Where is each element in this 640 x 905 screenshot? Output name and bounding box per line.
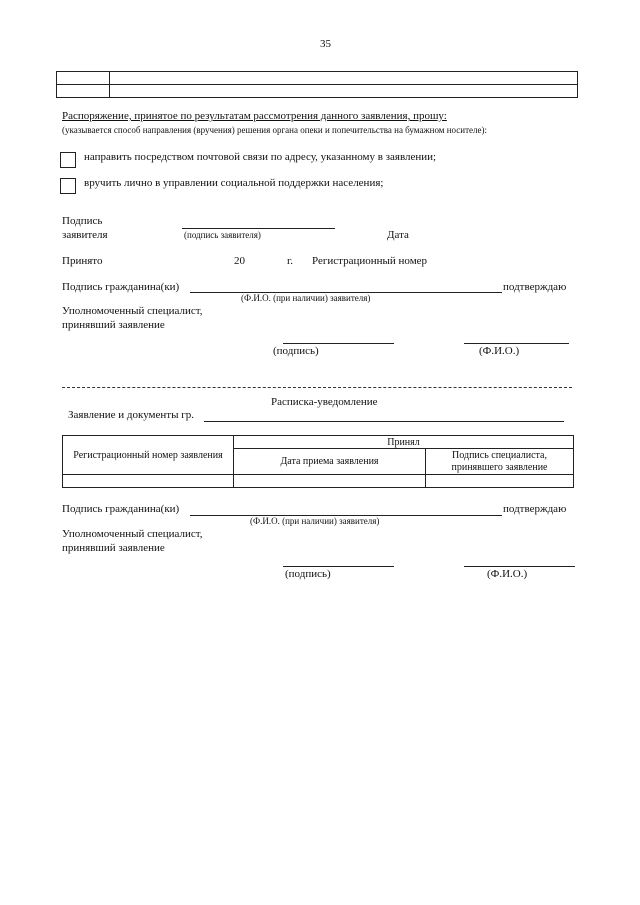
option-mail-checkbox[interactable] — [60, 152, 76, 168]
top-table — [56, 71, 578, 98]
order-title: Распоряжение, принятое по результатам рассмотрения данного заявления, прошу: — [62, 110, 447, 122]
receipt-cell-specialist-sig[interactable] — [426, 475, 574, 488]
receipt-col-reg-number: Регистрационный номер заявления — [63, 436, 234, 475]
receipt-col-accepted: Принял — [234, 436, 574, 449]
applicant-sig-label: Подпись — [62, 215, 103, 227]
specialist-fio-line[interactable] — [464, 343, 569, 344]
option-mail-label: направить посредством почтовой связи по адресу, указанному в заявлении; — [84, 151, 437, 163]
order-hint: (указывается способ направления (вручения) решения органа опеки и попечительства на бумажном носителе): — [62, 125, 488, 135]
page-number: 35 — [320, 38, 331, 50]
applicant-sig-label-2: заявителя — [62, 229, 108, 241]
applicant-sig-caption: (подпись заявителя) — [184, 230, 261, 240]
specialist-fio-caption-2: (Ф.И.О.) — [487, 568, 528, 580]
receipt-docs-label: Заявление и документы гр. — [68, 409, 194, 421]
specialist-sig-line-2[interactable] — [283, 566, 394, 567]
citizen-sig-label: Подпись гражданина(ки) — [62, 281, 180, 293]
citizen-sig-label-2: Подпись гражданина(ки) — [62, 503, 180, 515]
receipt-cell-date[interactable] — [234, 475, 426, 488]
receipt-col-specialist-sig: Подпись специалиста, принявшего заявление — [426, 449, 574, 475]
date-label: Дата — [387, 229, 409, 241]
top-table-cell[interactable] — [110, 85, 578, 98]
cut-line — [62, 387, 572, 388]
specialist-fio-caption: (Ф.И.О.) — [479, 345, 520, 357]
receipt-docs-line[interactable] — [204, 421, 564, 422]
year-prefix: 20 — [234, 255, 245, 267]
specialist-sig-line[interactable] — [283, 343, 394, 344]
applicant-sig-line[interactable] — [182, 228, 335, 229]
specialist-label-2: принявший заявление — [62, 319, 165, 331]
specialist-label-b: Уполномоченный специалист, — [62, 528, 203, 540]
receipt-table — [62, 435, 574, 488]
receipt-col-date: Дата приема заявления — [234, 449, 426, 475]
receipt-title: Расписка-уведомление — [271, 396, 378, 408]
specialist-label: Уполномоченный специалист, — [62, 305, 203, 317]
accepted-label: Принято — [62, 255, 103, 267]
top-table-cell[interactable] — [57, 85, 110, 98]
specialist-sig-caption: (подпись) — [273, 345, 319, 357]
option-in-person-label: вручить лично в управлении социальной поддержки населения; — [84, 177, 384, 189]
specialist-fio-line-2[interactable] — [464, 566, 575, 567]
top-table-cell[interactable] — [110, 72, 578, 85]
specialist-sig-caption-2: (подпись) — [285, 568, 331, 580]
reg-number-label: Регистрационный номер — [312, 255, 428, 267]
top-table-cell[interactable] — [57, 72, 110, 85]
specialist-label-b-2: принявший заявление — [62, 542, 165, 554]
receipt-cell-reg-number[interactable] — [63, 475, 234, 488]
citizen-fio-caption: (Ф.И.О. (при наличии) заявителя) — [241, 293, 371, 303]
citizen-fio-caption-2: (Ф.И.О. (при наличии) заявителя) — [250, 516, 380, 526]
confirm-label: подтверждаю — [503, 281, 567, 293]
year-suffix: г. — [287, 255, 294, 267]
confirm-label-2: подтверждаю — [503, 503, 567, 515]
option-in-person-checkbox[interactable] — [60, 178, 76, 194]
